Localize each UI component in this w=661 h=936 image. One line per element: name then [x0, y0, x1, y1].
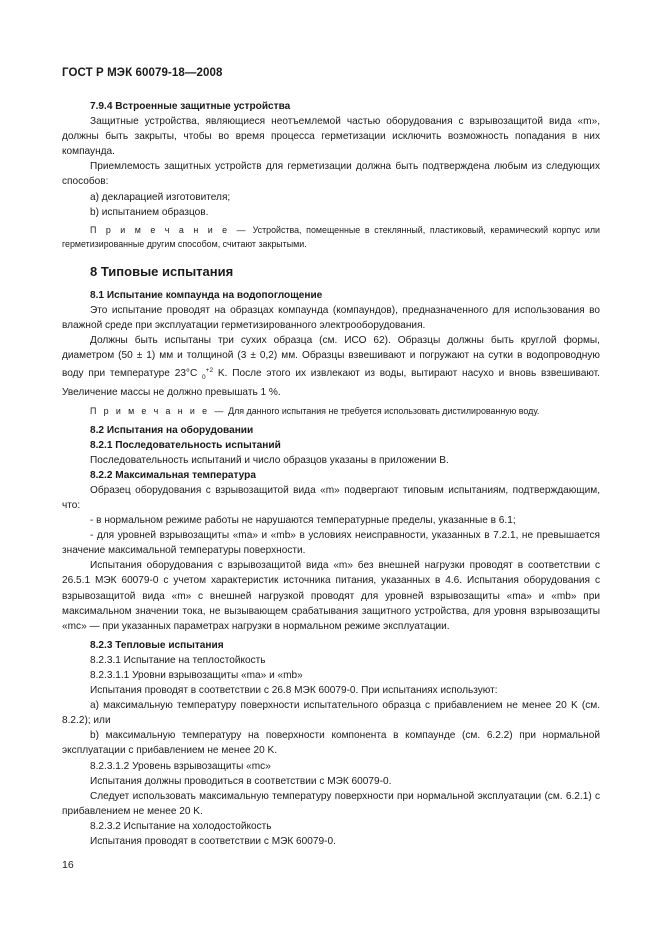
list-item: - для уровней взрывозащиты «ma» и «mb» в условиях неисправности, указанных в 7.2.1, не превышается значение максимальной температуры поверхности.: [62, 530, 600, 557]
list-item: b) максимальную температуру на поверхности компонента в компаунде (см. 6.2.2) при нормальной эксплуатации с прибавлением не менее 20 K.: [62, 730, 600, 757]
paragraph: Защитные устройства, являющиеся неотъемлемой частью оборудования с взрывозащитой вида «m», должны быть закрыты, чтобы во время процесса герметизации исключить возможность попадания в них компаунда.: [62, 116, 600, 158]
note: [62, 223, 600, 251]
section-8-2-3-heading: 8.2.3 Тепловые испытания: [90, 639, 224, 651]
page-number: 16: [62, 859, 74, 871]
paragraph: Приемлемость защитных устройств для герметизации должна быть подтверждена любым из следующих способов:: [62, 161, 600, 188]
section-8-title: 8 Типовые испытания: [90, 263, 234, 279]
section-8-2-1-heading: 8.2.1 Последовательность испытаний: [90, 439, 281, 451]
list-item: а) декларацией изготовителя;: [90, 191, 231, 203]
paragraph: Испытания должны проводиться в соответствии с МЭК 60079-0.: [90, 775, 392, 787]
note-label: П р и м е ч а н и е —: [90, 224, 248, 235]
section-8-2-2-heading: 8.2.2 Максимальная температура: [90, 469, 256, 481]
subsection-heading: 8.2.3.1 Испытание на теплостойкость: [90, 654, 266, 666]
paragraph: Испытания оборудования с взрывозащитой вида «m» без внешней нагрузки проводят в соответствии с 26.5.1 МЭК 60079-0 с учетом характеристик источника питания, указанных в 4.6. Испытания оборудования с взрывозащитой вида «m» с внешней нагрузкой проводят для уровней взрывозащиты «ma» и «mb» при максимальном значении тока, не вызывающем срабатывания защитного устройства, для уровня взрывозащиты «mc» — при указанных параметрах нагрузки в нормальном режиме эксплуатации.: [62, 560, 600, 632]
note-label: П р и м е ч а н и е —: [90, 405, 226, 416]
subsection-heading: 8.2.3.1.2 Уровень взрывозащиты «mc»: [90, 760, 271, 772]
paragraph: Испытания проводят в соответствии с МЭК 60079-0.: [90, 836, 336, 848]
subsection-heading: 8.2.3.2 Испытание на холодостойкость: [90, 820, 272, 832]
list-item: b) испытанием образцов.: [90, 206, 209, 218]
list-item: а) максимальную температуру поверхности испытательного образца с прибавлением не менее 20 K (см. 8.2.2); или: [62, 700, 600, 727]
section-7-9-4-heading: 7.9.4 Встроенные защитные устройства: [90, 101, 291, 112]
temp-tolerance-lower: 0: [202, 374, 206, 382]
paragraph-text: Должны быть испытаны три сухих образца (см. ИСО 62). Образцы должны быть круглой формы, диаметром (50 ± 1) мм и толщиной (3 ± 0,2) мм. Образцы взвешивают и погружают на сутки в водопроводную воду при температуре 23°C: [62, 335, 600, 380]
paragraph: Испытания проводят в соответствии с 26.8 МЭК 60079-0. При испытаниях используют:: [90, 685, 498, 697]
paragraph: Это испытание проводят на образцах компаунда (компаундов), предназначенного для использования во влажной среде при эксплуатации герметизированного электрооборудования.: [62, 304, 600, 332]
note-text: Для данного испытания не требуется использовать дистилированную воду.: [225, 405, 540, 416]
note-text: Устройства, помещенные в стеклянный, пластиковый, керамический корпус или герметизированные другим способом, считают закрытыми.: [62, 224, 600, 249]
document-body: [62, 99, 600, 849]
paragraph: Образец оборудования с взрывозащитой вида «m» подвергают типовым испытаниям, подтверждающим, что:: [62, 484, 600, 511]
document-header: ГОСТ Р МЭК 60079-18—2008: [62, 67, 223, 79]
paragraph: Следует использовать максимальную температуру поверхности при нормальной эксплуатации (см. 6.2.1) с прибавлением не менее 20 K.: [62, 790, 600, 817]
paragraph: [62, 333, 600, 400]
section-8-2-heading: 8.2 Испытания на оборудовании: [90, 424, 254, 436]
paragraph: Последовательность испытаний и число образцов указаны в приложении В.: [90, 454, 449, 466]
list-item: - в нормальном режиме работы не нарушаются температурные пределы, указанные в 6.1;: [90, 515, 516, 527]
note: [62, 404, 600, 418]
temp-tolerance-upper: +2: [205, 367, 214, 375]
section-8-1-heading: 8.1 Испытание компаунда на водопоглощение: [90, 289, 323, 301]
paragraph-text: K. После этого их извлекают из воды, вытирают насухо и вновь взвешивают. Увеличение массы не должно превышать 1 %.: [62, 368, 600, 399]
subsection-heading: 8.2.3.1.1 Уровни взрывозащиты «ma» и «mb»: [90, 670, 303, 681]
